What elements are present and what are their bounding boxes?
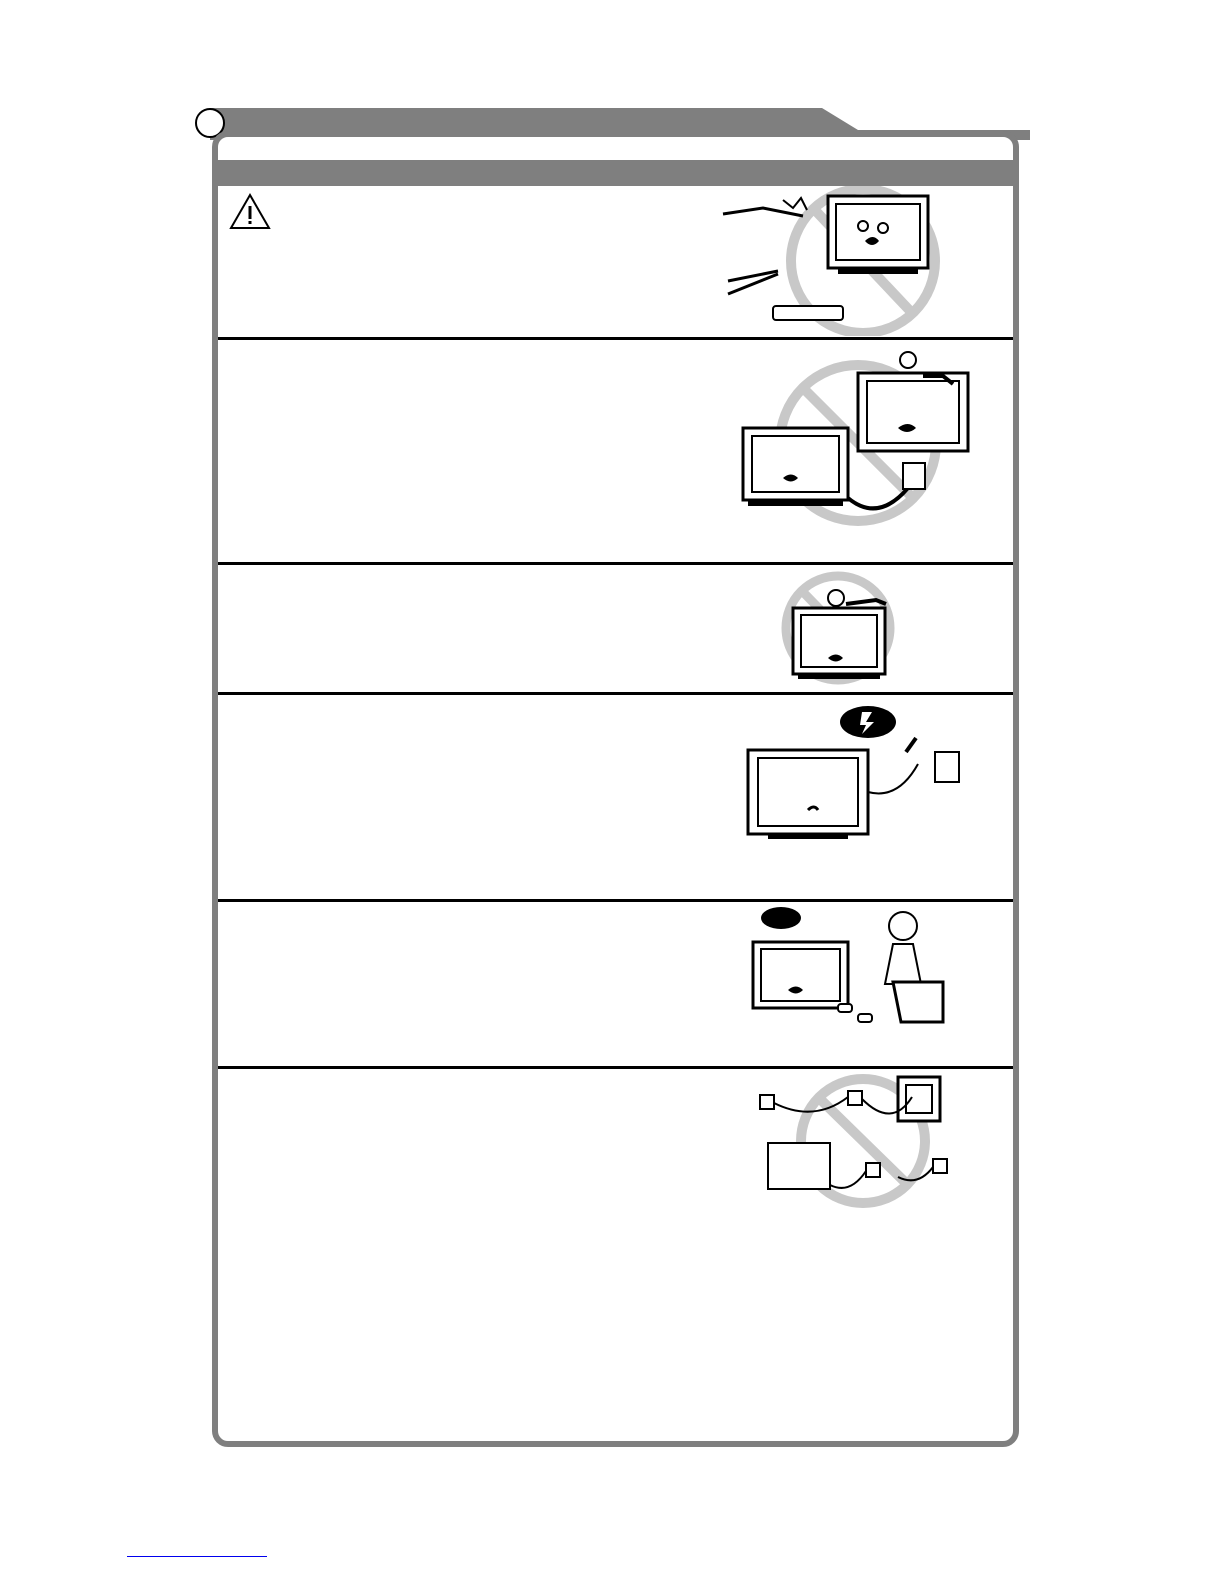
tv-lightning-unplug-illustration [738,700,978,850]
section-lightning [218,695,1013,899]
section-heavy-objects [218,340,1013,562]
tv-tools-prohibited-illustration [713,186,973,336]
section-title-bar [218,160,1013,186]
section-overload [218,1069,1013,1429]
tv-heavy-objects-cable-prohibited-illustration [723,348,993,548]
child-plugs-tv-illustration [743,904,968,1034]
section-tools [218,186,1013,338]
section-child-safety [218,902,1013,1066]
section-liquids [218,565,1013,692]
warning-triangle-icon [228,192,272,232]
footer-link-underline[interactable] [127,1556,267,1557]
overloaded-outlets-prohibited-illustration [748,1073,988,1211]
tv-liquid-container-prohibited-illustration [778,570,928,688]
